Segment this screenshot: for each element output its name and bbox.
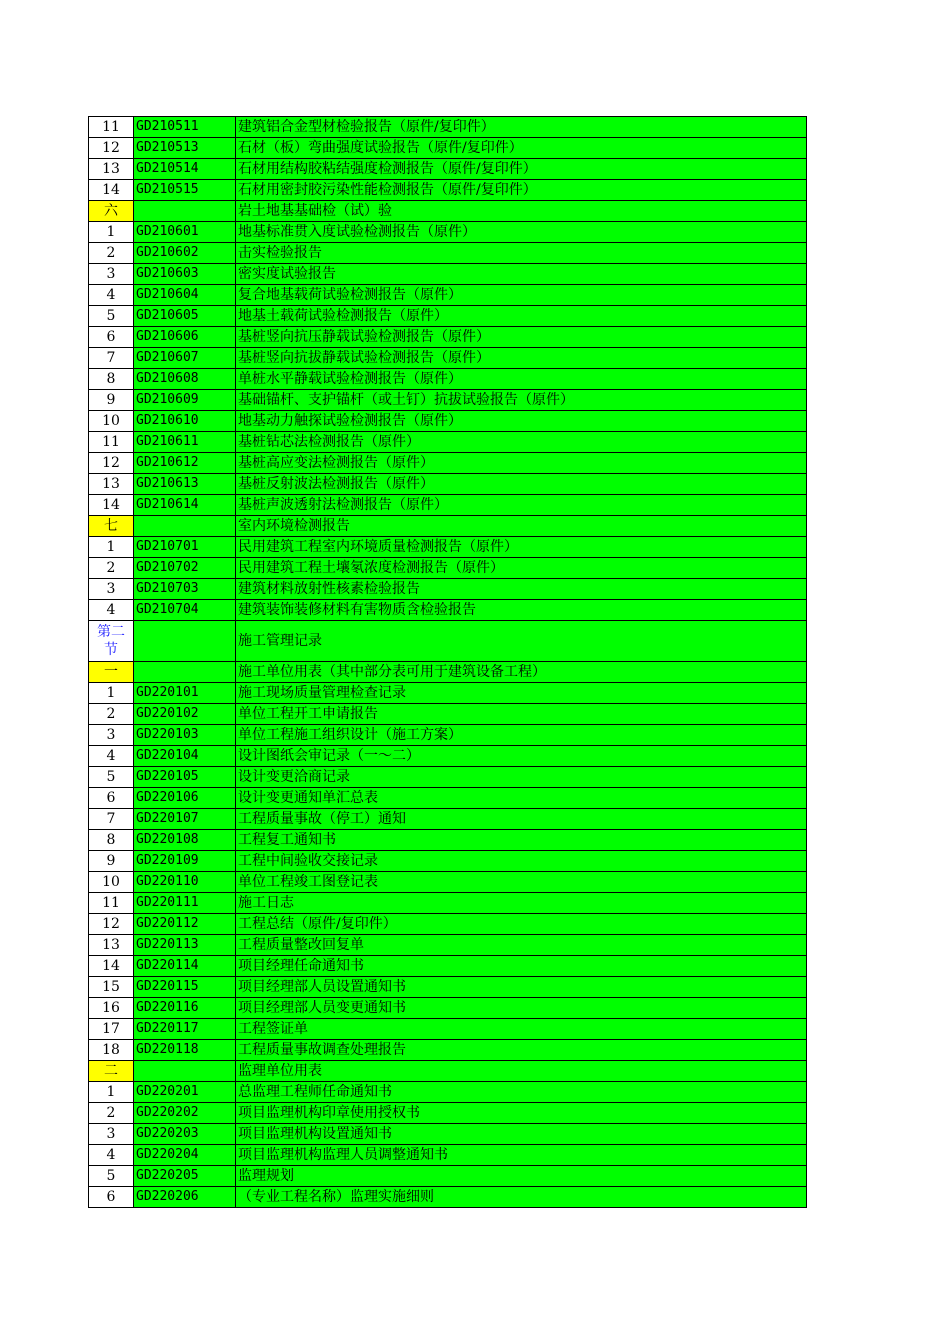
code-cell: GD210702 xyxy=(134,558,236,579)
row-number-cell: 1 xyxy=(89,1082,134,1103)
item-name-cell: 施工现场质量管理检查记录 xyxy=(236,683,807,704)
table-row xyxy=(89,998,807,1019)
code-cell: GD220107 xyxy=(134,809,236,830)
item-name-cell: 工程总结（原件/复印件） xyxy=(236,914,807,935)
row-number-cell: 6 xyxy=(89,1187,134,1208)
item-name-cell: 设计图纸会审记录（一～二） xyxy=(236,746,807,767)
item-name-cell: 项目监理机构印章使用授权书 xyxy=(236,1103,807,1124)
table-row xyxy=(89,327,807,348)
row-number-cell: 七 xyxy=(89,516,134,537)
table-row xyxy=(89,830,807,851)
table-row xyxy=(89,1019,807,1040)
code-cell: GD220204 xyxy=(134,1145,236,1166)
table-row xyxy=(89,1145,807,1166)
table-row xyxy=(89,935,807,956)
table-row xyxy=(89,851,807,872)
row-number-cell: 17 xyxy=(89,1019,134,1040)
item-name-cell: 基桩竖向抗拔静载试验检测报告（原件） xyxy=(236,348,807,369)
item-name-cell: 基桩竖向抗压静载试验检测报告（原件） xyxy=(236,327,807,348)
item-name-cell: 击实检验报告 xyxy=(236,243,807,264)
table-row xyxy=(89,348,807,369)
code-cell: GD210601 xyxy=(134,222,236,243)
records-table xyxy=(88,116,807,1208)
item-name-cell: 工程中间验收交接记录 xyxy=(236,851,807,872)
code-cell xyxy=(134,621,236,662)
table-row xyxy=(89,411,807,432)
table-row xyxy=(89,180,807,201)
item-name-cell: 单位工程施工组织设计（施工方案） xyxy=(236,725,807,746)
code-cell: GD220118 xyxy=(134,1040,236,1061)
row-number-cell: 4 xyxy=(89,600,134,621)
records-table-body xyxy=(89,117,807,1208)
code-cell: GD220102 xyxy=(134,704,236,725)
row-number-cell: 一 xyxy=(89,662,134,683)
row-number-cell: 5 xyxy=(89,1166,134,1187)
row-number-cell: 8 xyxy=(89,369,134,390)
code-cell: GD220104 xyxy=(134,746,236,767)
row-number-cell: 8 xyxy=(89,830,134,851)
table-row xyxy=(89,558,807,579)
table-row xyxy=(89,222,807,243)
code-cell: GD210613 xyxy=(134,474,236,495)
row-number-cell: 4 xyxy=(89,1145,134,1166)
code-cell: GD220109 xyxy=(134,851,236,872)
item-name-cell: 单位工程竣工图登记表 xyxy=(236,872,807,893)
row-number-cell: 13 xyxy=(89,935,134,956)
row-number-cell: 2 xyxy=(89,243,134,264)
row-number-cell: 7 xyxy=(89,809,134,830)
item-name-cell: 项目经理任命通知书 xyxy=(236,956,807,977)
row-number-cell: 1 xyxy=(89,222,134,243)
table-row xyxy=(89,579,807,600)
code-cell: GD210605 xyxy=(134,306,236,327)
item-name-cell: 总监理工程师任命通知书 xyxy=(236,1082,807,1103)
code-cell: GD210511 xyxy=(134,117,236,138)
table-row xyxy=(89,474,807,495)
item-name-cell: 基桩高应变法检测报告（原件） xyxy=(236,453,807,474)
row-number-cell: 9 xyxy=(89,851,134,872)
table-row xyxy=(89,914,807,935)
item-name-cell: 施工日志 xyxy=(236,893,807,914)
item-name-cell: 工程质量整改回复单 xyxy=(236,935,807,956)
code-cell: GD210514 xyxy=(134,159,236,180)
item-name-cell: 民用建筑工程土壤氡浓度检测报告（原件） xyxy=(236,558,807,579)
row-number-cell: 6 xyxy=(89,327,134,348)
row-number-cell: 9 xyxy=(89,390,134,411)
row-number-cell: 11 xyxy=(89,117,134,138)
item-name-cell: 设计变更洽商记录 xyxy=(236,767,807,788)
item-name-cell: 建筑铝合金型材检验报告（原件/复印件） xyxy=(236,117,807,138)
table-row xyxy=(89,1103,807,1124)
row-number-cell: 5 xyxy=(89,306,134,327)
code-cell: GD210701 xyxy=(134,537,236,558)
item-name-cell: 基桩钻芯法检测报告（原件） xyxy=(236,432,807,453)
item-name-cell: 项目经理部人员设置通知书 xyxy=(236,977,807,998)
row-number-cell: 2 xyxy=(89,558,134,579)
table-row xyxy=(89,746,807,767)
code-cell: GD210704 xyxy=(134,600,236,621)
table-row xyxy=(89,809,807,830)
code-cell xyxy=(134,1061,236,1082)
table-row xyxy=(89,767,807,788)
code-cell: GD220203 xyxy=(134,1124,236,1145)
item-name-cell: 地基标准贯入度试验检测报告（原件） xyxy=(236,222,807,243)
table-row xyxy=(89,159,807,180)
item-name-cell: 监理规划 xyxy=(236,1166,807,1187)
row-number-cell: 6 xyxy=(89,788,134,809)
row-number-cell: 11 xyxy=(89,432,134,453)
code-cell: GD210604 xyxy=(134,285,236,306)
table-row xyxy=(89,704,807,725)
table-row xyxy=(89,117,807,138)
item-name-cell: 基桩反射波法检测报告（原件） xyxy=(236,474,807,495)
table-row xyxy=(89,1082,807,1103)
code-cell: GD220113 xyxy=(134,935,236,956)
row-number-cell: 14 xyxy=(89,180,134,201)
table-row xyxy=(89,495,807,516)
item-name-cell: 施工管理记录 xyxy=(236,621,807,662)
row-number-cell: 14 xyxy=(89,956,134,977)
code-cell: GD210609 xyxy=(134,390,236,411)
item-name-cell: 地基动力触探试验检测报告（原件） xyxy=(236,411,807,432)
table-row xyxy=(89,1040,807,1061)
item-name-cell: 复合地基载荷试验检测报告（原件） xyxy=(236,285,807,306)
row-number-cell: 13 xyxy=(89,159,134,180)
table-row xyxy=(89,725,807,746)
item-name-cell: 项目经理部人员变更通知书 xyxy=(236,998,807,1019)
row-number-cell: 4 xyxy=(89,285,134,306)
code-cell: GD220105 xyxy=(134,767,236,788)
item-name-cell: 密实度试验报告 xyxy=(236,264,807,285)
item-name-cell: 设计变更通知单汇总表 xyxy=(236,788,807,809)
row-number-cell: 2 xyxy=(89,704,134,725)
table-row xyxy=(89,1124,807,1145)
item-name-cell: 地基土载荷试验检测报告（原件） xyxy=(236,306,807,327)
table-row xyxy=(89,243,807,264)
code-cell: GD210603 xyxy=(134,264,236,285)
code-cell: GD220103 xyxy=(134,725,236,746)
code-cell: GD220111 xyxy=(134,893,236,914)
table-row xyxy=(89,956,807,977)
table-row xyxy=(89,872,807,893)
row-number-cell: 1 xyxy=(89,683,134,704)
table-row xyxy=(89,306,807,327)
table-row xyxy=(89,537,807,558)
table-row xyxy=(89,138,807,159)
code-cell: GD210515 xyxy=(134,180,236,201)
item-name-cell: 工程签证单 xyxy=(236,1019,807,1040)
item-name-cell: 单位工程开工申请报告 xyxy=(236,704,807,725)
table-row xyxy=(89,977,807,998)
code-cell: GD220116 xyxy=(134,998,236,1019)
code-cell xyxy=(134,662,236,683)
row-number-cell: 第二节 xyxy=(89,621,134,662)
table-row xyxy=(89,285,807,306)
row-number-cell: 3 xyxy=(89,725,134,746)
item-name-cell: 项目监理机构设置通知书 xyxy=(236,1124,807,1145)
item-name-cell: 建筑材料放射性核素检验报告 xyxy=(236,579,807,600)
item-name-cell: （专业工程名称）监理实施细则 xyxy=(236,1187,807,1208)
row-number-cell: 2 xyxy=(89,1103,134,1124)
section-header-row xyxy=(89,1061,807,1082)
row-number-cell: 12 xyxy=(89,138,134,159)
section-header-row xyxy=(89,662,807,683)
code-cell: GD210606 xyxy=(134,327,236,348)
section-header-row xyxy=(89,201,807,222)
row-number-cell: 15 xyxy=(89,977,134,998)
code-cell: GD220110 xyxy=(134,872,236,893)
code-cell: GD210602 xyxy=(134,243,236,264)
table-row xyxy=(89,1166,807,1187)
item-name-cell: 项目监理机构监理人员调整通知书 xyxy=(236,1145,807,1166)
row-number-cell: 3 xyxy=(89,1124,134,1145)
code-cell: GD220108 xyxy=(134,830,236,851)
item-name-cell: 石材用结构胶粘结强度检测报告（原件/复印件） xyxy=(236,159,807,180)
table-row xyxy=(89,432,807,453)
item-name-cell: 基础锚杆、支护锚杆（或土钉）抗拔试验报告（原件） xyxy=(236,390,807,411)
section-header-row xyxy=(89,516,807,537)
item-name-cell: 工程复工通知书 xyxy=(236,830,807,851)
chapter-header-row xyxy=(89,621,807,662)
item-name-cell: 石材用密封胶污染性能检测报告（原件/复印件） xyxy=(236,180,807,201)
code-cell: GD210611 xyxy=(134,432,236,453)
row-number-cell: 六 xyxy=(89,201,134,222)
row-number-cell: 13 xyxy=(89,474,134,495)
item-name-cell: 民用建筑工程室内环境质量检测报告（原件） xyxy=(236,537,807,558)
code-cell: GD210614 xyxy=(134,495,236,516)
table-row xyxy=(89,453,807,474)
row-number-cell: 7 xyxy=(89,348,134,369)
row-number-cell: 18 xyxy=(89,1040,134,1061)
row-number-cell: 12 xyxy=(89,453,134,474)
code-cell: GD220106 xyxy=(134,788,236,809)
row-number-cell: 14 xyxy=(89,495,134,516)
code-cell: GD210513 xyxy=(134,138,236,159)
row-number-cell: 5 xyxy=(89,767,134,788)
table-row xyxy=(89,369,807,390)
item-name-cell: 石材（板）弯曲强度试验报告（原件/复印件） xyxy=(236,138,807,159)
row-number-cell: 10 xyxy=(89,411,134,432)
item-name-cell: 基桩声波透射法检测报告（原件） xyxy=(236,495,807,516)
code-cell: GD210703 xyxy=(134,579,236,600)
code-cell: GD210612 xyxy=(134,453,236,474)
code-cell: GD220206 xyxy=(134,1187,236,1208)
item-name-cell: 监理单位用表 xyxy=(236,1061,807,1082)
row-number-cell: 16 xyxy=(89,998,134,1019)
table-row xyxy=(89,600,807,621)
table-row xyxy=(89,390,807,411)
row-number-cell: 12 xyxy=(89,914,134,935)
code-cell: GD210608 xyxy=(134,369,236,390)
code-cell: GD220205 xyxy=(134,1166,236,1187)
code-cell: GD220202 xyxy=(134,1103,236,1124)
item-name-cell: 室内环境检测报告 xyxy=(236,516,807,537)
item-name-cell: 施工单位用表（其中部分表可用于建筑设备工程） xyxy=(236,662,807,683)
code-cell: GD210610 xyxy=(134,411,236,432)
code-cell: GD220112 xyxy=(134,914,236,935)
table-row xyxy=(89,683,807,704)
row-number-cell: 3 xyxy=(89,264,134,285)
table-row xyxy=(89,893,807,914)
row-number-cell: 10 xyxy=(89,872,134,893)
item-name-cell: 单桩水平静载试验检测报告（原件） xyxy=(236,369,807,390)
code-cell xyxy=(134,201,236,222)
row-number-cell: 4 xyxy=(89,746,134,767)
code-cell: GD220114 xyxy=(134,956,236,977)
table-row xyxy=(89,264,807,285)
item-name-cell: 工程质量事故（停工）通知 xyxy=(236,809,807,830)
code-cell: GD220115 xyxy=(134,977,236,998)
table-row xyxy=(89,1187,807,1208)
code-cell: GD220201 xyxy=(134,1082,236,1103)
table-row xyxy=(89,788,807,809)
code-cell: GD210607 xyxy=(134,348,236,369)
item-name-cell: 岩土地基基础检（试）验 xyxy=(236,201,807,222)
row-number-cell: 1 xyxy=(89,537,134,558)
code-cell: GD220117 xyxy=(134,1019,236,1040)
code-cell xyxy=(134,516,236,537)
item-name-cell: 建筑装饰装修材料有害物质含检验报告 xyxy=(236,600,807,621)
item-name-cell: 工程质量事故调查处理报告 xyxy=(236,1040,807,1061)
row-number-cell: 二 xyxy=(89,1061,134,1082)
row-number-cell: 11 xyxy=(89,893,134,914)
row-number-cell: 3 xyxy=(89,579,134,600)
code-cell: GD220101 xyxy=(134,683,236,704)
